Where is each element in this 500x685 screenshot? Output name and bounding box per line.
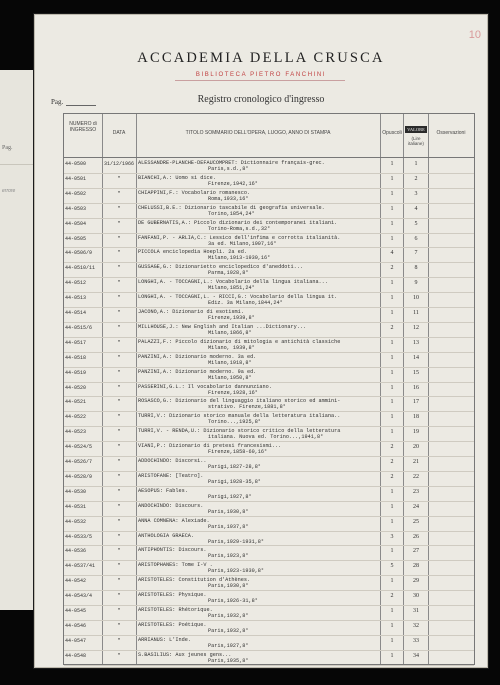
entry-progressive: 34 [413,652,419,659]
entry-volumes: 2 [390,593,394,600]
entry-title [138,279,378,291]
entry-progressive: 11 [413,310,419,316]
entry-progressive: 6 [414,235,418,242]
page-title: ACCADEMIA DELLA CRUSCA [137,50,385,66]
entry-date: " [117,280,121,287]
entry-volumes: 1 [390,339,394,346]
entry-title-line1: PASSERINI,G.L.: Il vocabolario dannunziano. [138,383,272,390]
entry-date: " [117,235,121,242]
entry-number: 44-0537/41 [65,563,96,570]
entry-date: " [117,190,121,197]
entry-volumes: 1 [390,429,394,436]
entry-volumes: 1 [390,369,394,376]
col-header-opuscoli: Opuscoli [382,130,402,136]
entry-title-line1: GUSSAGE,G.: Dizionarietto enciclopedico d'aneddoti... [138,264,303,271]
left-page-rule [0,164,34,165]
entry-title-line2: Paris,s.d.,8° [208,166,249,172]
entry-title [138,339,378,351]
entry-date: " [117,265,121,272]
entry-title [138,592,378,604]
entry-number: 44-0548 [65,652,87,659]
entry-title-line1: LONGHI,A. - TOCCAGNI,L.: Vocabolario della lingua italiana... [138,279,328,286]
entry-title-line2: Paris,1932,8° [208,613,249,619]
table-row [64,323,474,339]
entry-number: 44-0505 [65,235,87,242]
entry-number: 44-0522 [65,414,87,421]
entry-number: 44-0513 [65,295,87,302]
entry-volumes: 1 [390,578,394,585]
table-row [64,278,474,294]
entry-progressive: 18 [413,414,419,421]
entry-progressive: 26 [413,533,419,540]
entry-progressive: 1 [414,161,418,167]
table-row [64,457,474,473]
entry-title-line2: Milano,1913-1930,16° [208,255,271,262]
table-row [64,487,474,503]
table-row [64,234,474,250]
entry-date: " [117,339,121,346]
table-row [64,397,474,413]
entry-title-line2: Firenze,1939,8° [208,315,255,321]
entry-volumes: 1 [390,175,394,182]
entry-date: " [117,488,121,495]
entry-date: " [117,220,121,227]
entry-progressive: 10 [413,295,419,302]
entry-title-line2: Paris,1926-31,8° [208,598,258,605]
entry-progressive: 28 [413,563,419,570]
entry-title-line2: Paris,1935,8° [208,657,249,664]
entry-number: 44-0532 [65,518,87,525]
entry-volumes: 1 [390,399,394,406]
entry-progressive: 3 [414,190,418,197]
entry-title [138,607,378,619]
entry-number: 44-0545 [65,608,87,614]
entry-progressive: 16 [413,384,419,391]
col-header-numero: NUMERO di INGRESSO [69,121,97,133]
left-page-label: Pag. [2,145,13,151]
entry-volumes: 1 [390,235,394,242]
entry-title [138,205,378,217]
table-row [64,368,474,384]
entry-number: 44-0528/9 [65,473,93,480]
table-row [64,248,474,264]
entry-date: " [117,250,121,257]
entry-number: 44-0547 [65,637,87,644]
entry-title [138,458,378,470]
entry-title-line2: Ediz. 3a Milano,1844,24° [208,300,283,307]
col-header-valore [404,118,428,146]
entry-volumes: 1 [390,652,394,659]
entry-title [138,398,378,410]
entry-title [138,622,378,634]
entry-title-line1: ARISTOTELES: Poétique. [138,621,207,628]
entry-title [138,547,378,559]
entry-number: 44-0514 [65,310,87,316]
entry-progressive: 9 [414,280,418,287]
entry-date: " [117,637,121,644]
table-row [64,308,474,324]
entry-progressive: 30 [413,593,419,600]
entry-volumes: 2 [390,444,394,451]
entry-volumes: 3 [390,533,394,540]
entry-volumes: 2 [390,265,394,272]
entry-progressive: 5 [414,220,418,227]
entry-number: 44-0543/4 [65,593,93,600]
entry-progressive: 4 [414,205,418,212]
left-page-edge [0,70,34,610]
page-number-line [66,105,96,106]
entry-title [138,384,378,396]
entry-date: " [117,563,121,570]
entry-number: 44-0506/9 [65,250,93,257]
entry-volumes: 1 [390,488,394,495]
entry-date: " [117,503,121,510]
table-row [64,174,474,190]
entry-date: " [117,518,121,525]
table-row [64,546,474,562]
entry-progressive: 15 [413,369,419,376]
entry-title-line2: Milano,1950,8° [208,374,252,381]
entry-progressive: 17 [413,399,419,406]
entry-number: 44-0518 [65,354,87,361]
entry-volumes: 5 [390,563,394,570]
entry-title [138,369,378,381]
register-title: Registro cronologico d'ingresso [197,94,325,105]
entry-title-line1: ARISTOTELES: Rhétorique. [138,607,213,613]
col-header-osservazioni: Osservazioni [436,130,466,136]
table-row [64,517,474,533]
entry-progressive: 27 [413,548,419,555]
entry-title [138,488,378,500]
col-header-titolo: TITOLO SOMMARIO DELL'OPERA, LUOGO, ANNO DI STAMPA [185,130,331,136]
table-row [64,204,474,220]
entry-title-line2: Parigi,1827-28,8° [208,464,261,470]
entry-progressive: 8 [414,265,418,272]
entry-date: " [117,459,121,465]
entry-volumes: 1 [390,354,394,361]
entry-title-line1: S.BASILIUS: Aux jeunes gens... [138,651,232,658]
table-row [64,293,474,309]
entry-date: " [117,205,121,212]
entry-title-line2: Parigi,1927,8° [208,493,252,500]
entry-title-line1: TURRI,V. - RENDA,U.: Dizionario storico critico della letteratura [138,428,341,435]
table-row [64,159,474,175]
entry-number: 44-0524/5 [65,444,93,451]
entry-title-line1: ANTIPHONTIS: Discours. [138,547,207,554]
entry-volumes: 1 [390,637,394,644]
entry-title [138,443,378,455]
entry-title [138,413,378,425]
entry-title-line2: Paris,1923,8° [208,553,249,560]
entry-title [138,294,378,306]
entry-progressive: 2 [414,175,418,182]
entry-volumes: 1 [390,295,394,302]
entry-date: " [117,608,121,614]
entry-title-line2: Paris,1937,8° [208,523,249,530]
entry-title-line1: ANDOCHINDO: Discours. [138,502,204,509]
entry-title-line1: ARISTOPHANES: Tome I-V . [138,562,213,569]
entry-date: " [117,622,121,629]
entry-title-line1: JACONO,A.: Dizionario di esotismi. [138,309,244,315]
entry-date: " [117,473,121,480]
entry-title [138,324,378,336]
entry-number: 44-0546 [65,622,87,629]
entry-volumes: 2 [390,473,394,480]
entry-title [138,220,378,232]
entry-title-line2: Firenze,1942,16° [208,180,258,187]
entry-number: 44-0523 [65,429,87,436]
entry-progressive: 7 [414,250,418,257]
entry-number: 44-0512 [65,280,87,287]
register-page [34,14,488,668]
page-label: Pag. [51,98,64,106]
entry-title [138,428,378,440]
entry-title-line1: BIANCHI,A.: Uomo si dice. [138,174,216,181]
entry-date: " [117,548,121,555]
entry-progressive: 24 [413,503,419,510]
entry-title [138,637,378,649]
entry-title-line1: ADDOCHINDO: Discorsi.. [138,458,207,464]
entry-volumes: 1 [390,220,394,227]
entry-volumes: 4 [390,250,394,257]
entry-volumes: 1 [390,205,394,212]
entry-title-line1: MILLHOUSE,J.: New English and Italian ...Dictionary... [138,323,307,330]
entry-progressive: 19 [413,429,419,436]
left-page-text: errore [2,188,16,194]
entry-progressive: 25 [413,518,419,525]
entry-volumes: 1 [390,622,394,629]
entry-number: 44-0536 [65,548,87,555]
entry-title-line2: Paris,1930,8° [208,508,249,515]
entry-volumes: 1 [390,608,394,614]
entry-date: " [117,324,121,331]
entry-volumes: 1 [390,310,394,316]
entry-title-line1: ARRIANUS: L'Inde. [138,636,191,643]
entry-title-line2: Torino,1854,24° [208,210,255,217]
entry-title-line1: CHELUSSI,B.E.: Dizionario tascabile di geografia universale. [138,204,325,211]
entry-title-line1: PANZINI,A.: Dizionario moderno. 9a ed. [138,368,257,375]
table-row [64,636,474,652]
entry-date: " [117,414,121,421]
entry-volumes: 1 [390,161,394,167]
entry-number: 44-0501 [65,175,87,182]
table-row [64,383,474,399]
entry-title-line2: Paris,1930,8° [208,583,249,590]
entry-progressive: 32 [413,622,419,629]
entry-title [138,473,378,485]
entry-title-line2: Firenze,1928,16° [208,389,258,396]
entry-number: 44-0519 [65,369,87,376]
table-row [64,353,474,369]
entry-date: " [117,175,121,182]
entry-number: 44-0521 [65,399,87,406]
entry-title-line2: Paris,1923-1930,8° [208,568,265,575]
entry-title-line2: Torino...,1925,8° [208,419,261,426]
table-row [64,338,474,354]
entry-title [138,533,378,545]
entry-number: 44-0510/11 [65,265,96,272]
entry-progressive: 31 [413,608,419,614]
entry-title-line1: PALAZZI,F.: Piccolo dizionario di mitologia e antichità classiche [138,338,341,345]
entry-title-line2: Paris,1932,8° [208,627,249,634]
entry-title-line2: Firenze,1858-60,16° [208,449,268,456]
entry-title-line2: Paris,1927,8° [208,642,249,649]
entry-title-line2: Milano,1866,8° [208,329,252,336]
entry-progressive: 12 [413,324,419,331]
entry-title [138,249,378,261]
library-subtitle: BIBLIOTECA PIETRO FANCHINI [195,72,327,78]
entry-volumes: 2 [390,459,394,465]
entry-title [138,175,378,187]
entry-number: 44-0533/5 [65,533,93,540]
table-row [64,263,474,279]
entry-progressive: 29 [413,578,419,585]
entry-title-line1: LONGHI,A. - TOCCAGNI,L. - RICCI,G.: Vocabolario della lingua it. [138,294,338,301]
table-row [64,412,474,428]
entry-title-line2: Milano,1851,24° [208,285,255,292]
entry-title [138,518,378,530]
entry-title-line1: VIANI,P.: Dizionario di pretesi francesismi... [138,443,282,450]
entry-title [138,190,378,202]
entry-title-line2: 3a ed. Milano,1907,16° [208,240,277,247]
entry-number: 44-0503 [65,205,87,212]
entry-title [138,160,378,172]
entry-progressive: 14 [413,354,419,361]
entry-title-line1: PANZINI,A.: Dizionario moderno. 3a ed. [138,353,257,360]
entry-number: 44-0500 [65,161,87,167]
table-row [64,472,474,488]
entry-title-line1: ROSASCO,G.: Dizionario del linguaggio italiano storico ed ammini- [138,398,341,405]
entry-date: " [117,310,121,316]
entry-progressive: 20 [413,444,419,451]
entry-title-line1: PICCOLA enciclopedia Hoepli. 2a ed. [138,249,247,256]
table-row [64,219,474,235]
entry-volumes: 1 [390,414,394,421]
header-separator [64,157,474,158]
entry-date: " [117,399,121,406]
entry-title-line2: italiana. Nuova ed. Torino...,1941,8° [208,434,324,441]
corner-mark: 10 [468,29,481,41]
entry-title-line1: ANNA COMNENA: Alexiade. [138,517,210,524]
col-header-data: DATA [112,130,126,136]
table-row [64,442,474,458]
entry-title-line1: ARISTOTELES: Physique. [138,592,207,599]
entry-date: " [117,429,121,436]
entry-number: 44-0531 [65,503,87,510]
entry-date: " [117,444,121,451]
entry-date: " [117,295,121,302]
table-row [64,606,474,622]
entry-title [138,562,378,574]
table-row [64,651,474,667]
entry-title [138,503,378,515]
entry-date: " [117,384,121,391]
entry-title-line1: AESOPUS: Fables. [138,487,188,494]
entry-progressive: 13 [413,339,419,346]
subtitle-underline [175,80,345,81]
entry-title-line1: TURRI,V.: Dizionario storico manuale della letteratura italiana.. [138,413,341,420]
entry-title [138,652,378,664]
entry-title-line2: Roma,1933,16° [208,195,249,202]
entry-progressive: 33 [413,637,419,644]
entry-title-line2: Milano, 1939,8° [208,344,255,351]
entry-date: " [117,652,121,659]
entry-volumes: 1 [390,503,394,510]
entry-number: 44-0517 [65,339,87,346]
entry-volumes: 1 [390,280,394,287]
entry-progressive: 23 [413,488,419,495]
entry-volumes: 1 [390,518,394,525]
entry-number: 44-0530 [65,488,87,495]
entry-title [138,235,378,247]
table-row [64,427,474,443]
entry-title-line2: Parma,1928,8° [208,270,249,277]
entry-date: " [117,354,121,361]
entry-volumes: 2 [390,324,394,331]
entry-title-line1: ARISTOTELES: Constitution d'Athènes. [138,577,251,584]
valore-sub: (Lire italiane) [408,136,424,146]
table-row [64,532,474,548]
entry-volumes: 1 [390,190,394,197]
entry-title [138,577,378,589]
entry-date: 31/12/1966 [104,161,135,167]
table-row [64,621,474,637]
table-row [64,591,474,607]
entry-title-line2: Parigi,1928-35,8° [208,478,261,485]
entry-volumes: 1 [390,548,394,555]
entry-number: 44-0526/7 [65,459,93,465]
entry-number: 44-0520 [65,384,87,391]
entry-progressive: 21 [413,459,419,465]
entry-volumes: 1 [390,384,394,391]
table-row [64,576,474,592]
entry-date: " [117,578,121,585]
entry-date: " [117,369,121,376]
entry-title-line2: Milano,1918,8° [208,359,252,366]
entry-title-line1: ARISTOFANE: [Teatro]. [138,472,204,479]
entry-title-line1: DE GUBERNATIS,A.: Piccolo dizionario dei contemporanei italiani. [138,219,338,226]
table-row [64,502,474,518]
valore-box: VALORE [407,127,425,132]
entry-title-line1: ANTHOLOGIA GRAECA. [138,532,195,539]
entry-title-line2: Torino-Roma,s.d.,32° [208,225,271,232]
entry-number: 44-0515/6 [65,324,93,331]
entry-title-line1: FANFANI,P. - ARLIA,C.: Lessico dell'infima e corrotta italianità. [138,234,341,241]
entry-number: 44-0504 [65,220,87,227]
entry-number: 44-0542 [65,578,87,585]
entry-title [138,264,378,276]
table-row [64,561,474,577]
entry-title-line2: Paris,1929-1931,8° [208,538,265,545]
entry-title [138,354,378,366]
entry-date: " [117,593,121,600]
entry-title-line1: CHIAPPINI,F.: Vocabolario romanesco. [138,189,251,196]
entry-title-line2: strativo. Firenze,1881,8° [208,404,286,411]
table-row [64,189,474,205]
entry-date: " [117,533,121,540]
entry-progressive: 22 [413,473,419,480]
register-table [63,113,475,665]
entry-number: 44-0502 [65,190,87,197]
entry-title-line1: ALESSANDRE-PLANCHE-DEFAUCOMPRET: Dictionnaire français-grec. [138,160,325,166]
entry-title [138,309,378,321]
